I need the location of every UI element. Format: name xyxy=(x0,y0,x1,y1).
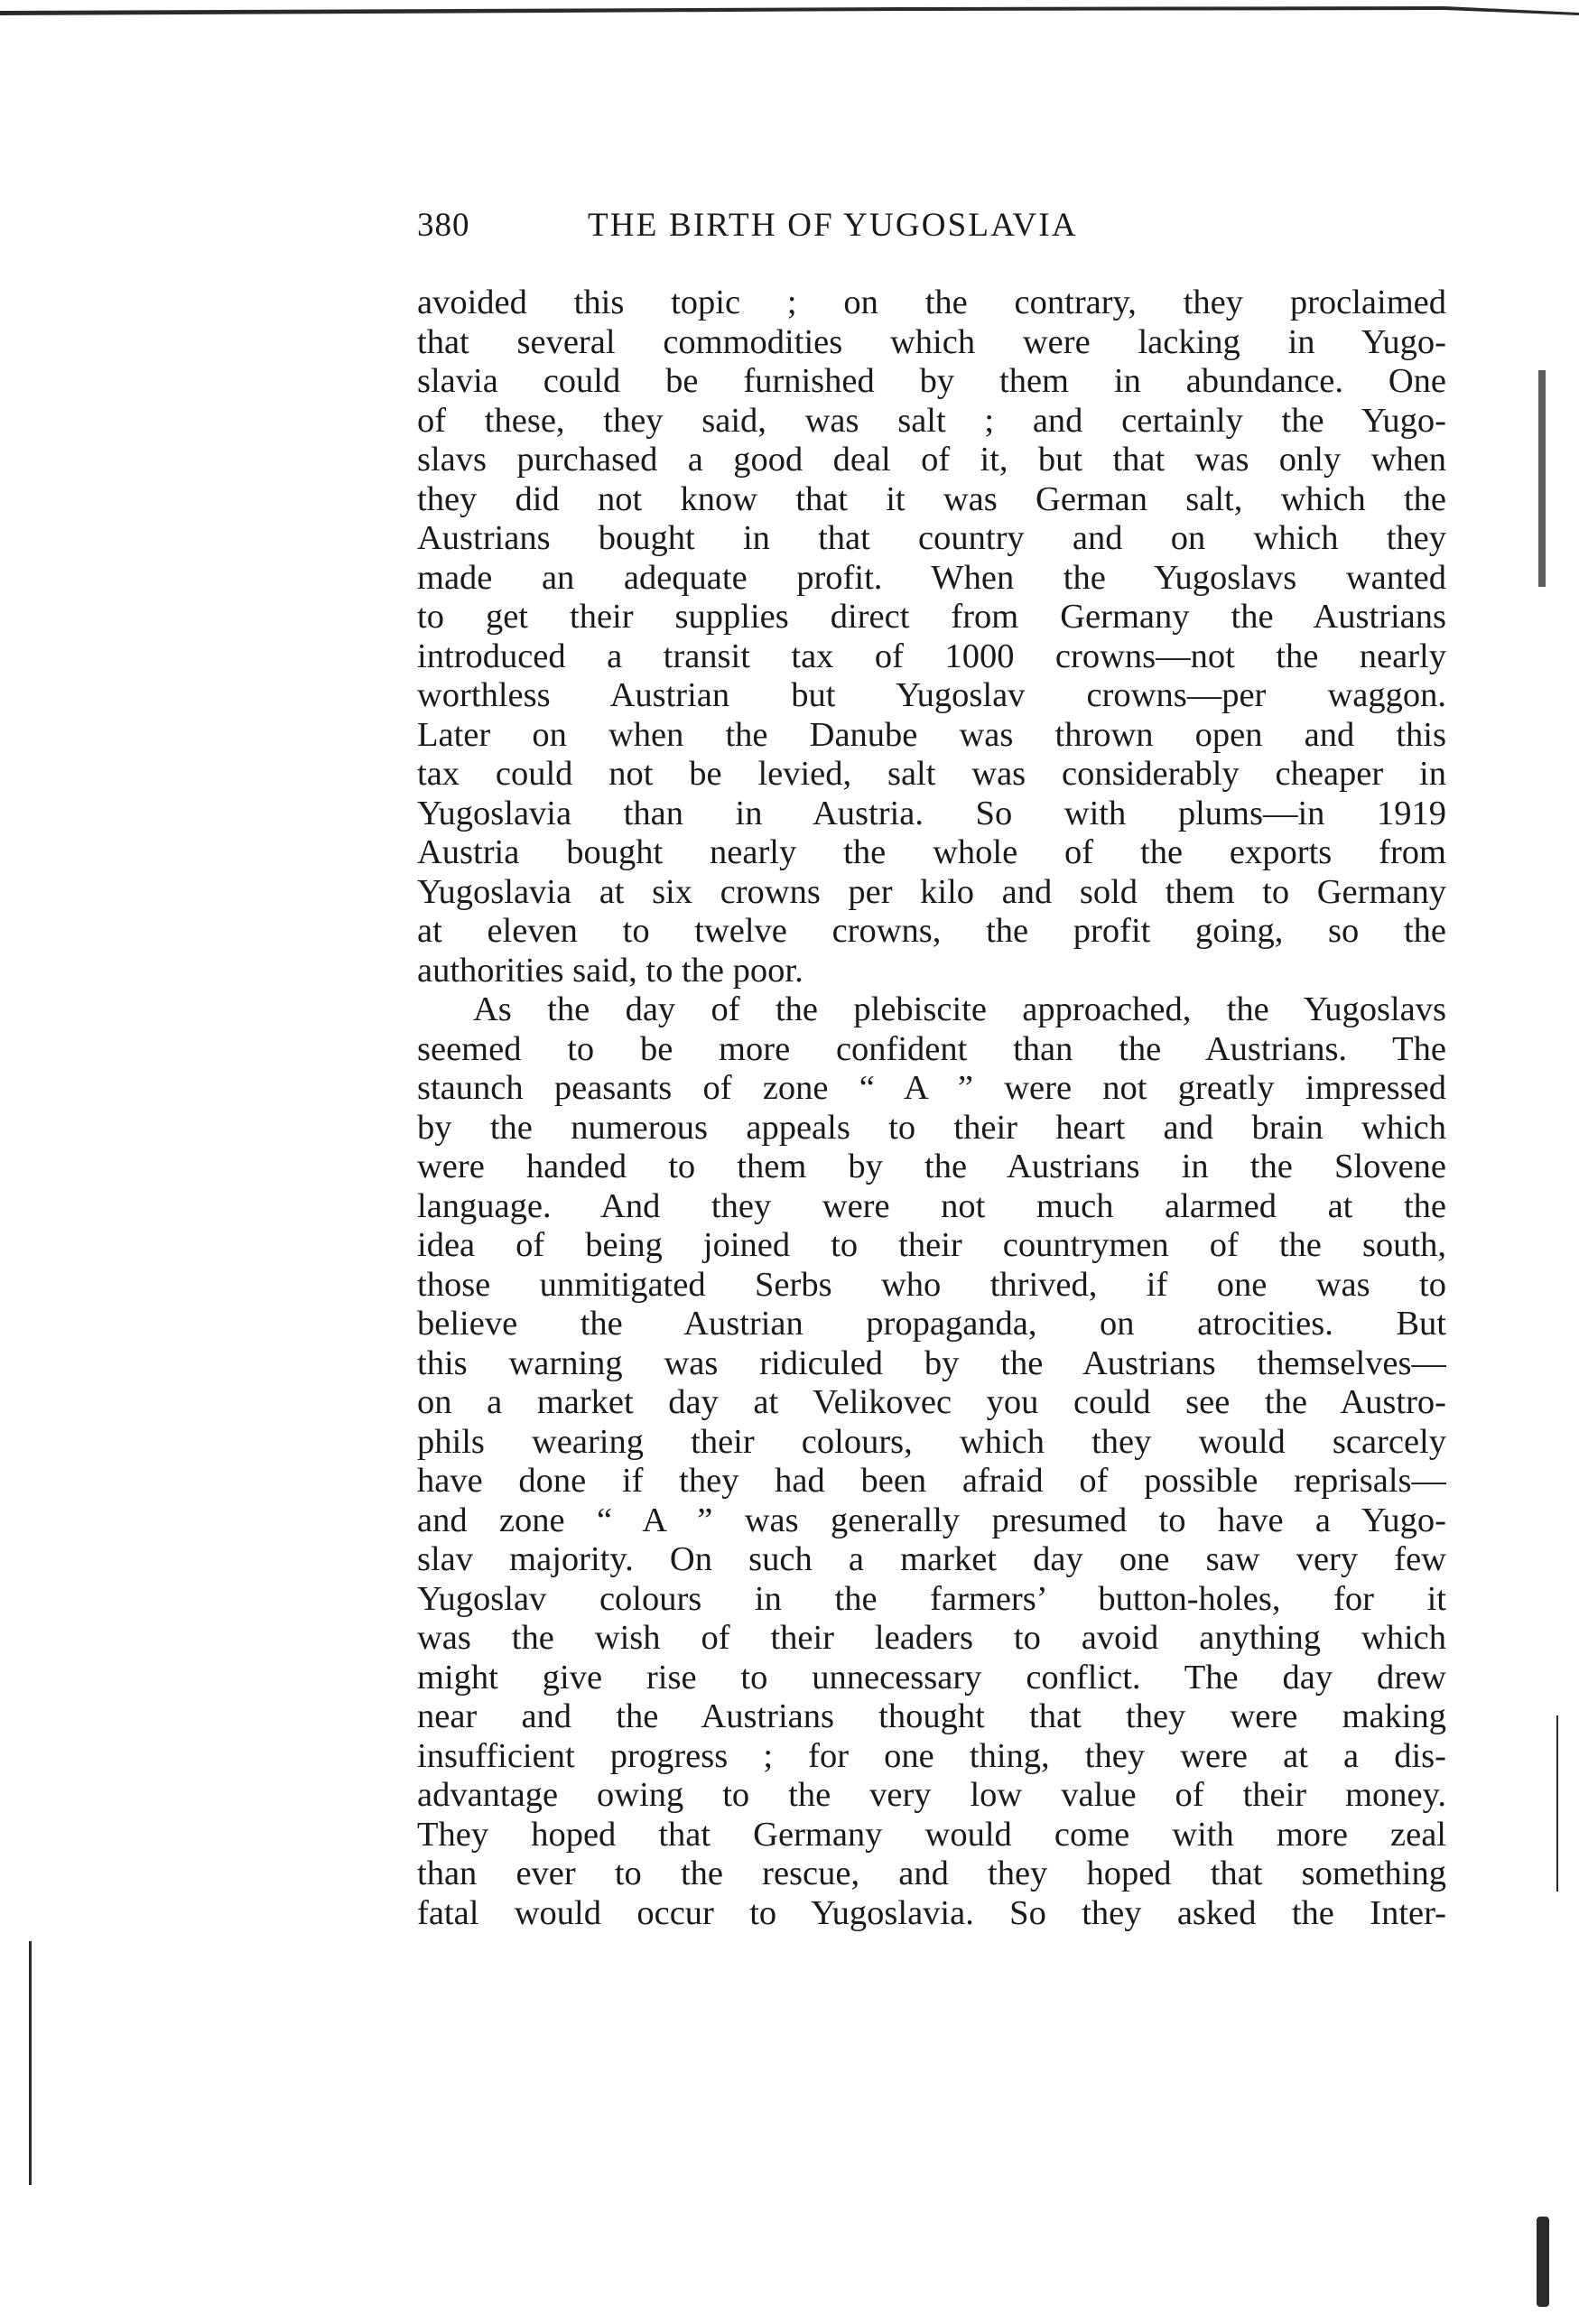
text-line: have done if they had been afraid of possible reprisals— xyxy=(417,1462,1446,1500)
text-line: and zone “ A ” was generally presumed to have a Yugo- xyxy=(417,1501,1446,1539)
text-line: language. And they were not much alarmed at the xyxy=(417,1186,1446,1225)
paragraph xyxy=(417,284,1446,990)
text-line: staunch peasants of zone “ A ” were not greatly impressed xyxy=(417,1069,1446,1107)
paragraph xyxy=(417,990,1446,1933)
page-number: 380 xyxy=(417,207,470,244)
text-line: Austria bought nearly the whole of the exports from xyxy=(417,833,1446,871)
text-line: fatal would occur to Yugoslavia. So they asked the Inter- xyxy=(417,1893,1446,1932)
text-line: near and the Austrians thought that they were making xyxy=(417,1697,1446,1735)
text-line: advantage owing to the very low value of their money. xyxy=(417,1776,1446,1814)
text-line: on a market day at Velikovec you could see the Austro- xyxy=(417,1383,1446,1421)
text-line: seemed to be more confident than the Austrians. The xyxy=(417,1029,1446,1068)
body-text xyxy=(417,284,1446,1933)
scan-margin-mark-right-lower xyxy=(1556,1715,1558,1892)
running-title: THE BIRTH OF YUGOSLAVIA xyxy=(588,207,1078,244)
text-line: introduced a transit tax of 1000 crowns—not the nearly xyxy=(417,637,1446,675)
text-line: was the wish of their leaders to avoid anything which xyxy=(417,1619,1446,1657)
text-line: phils wearing their colours, which they would scarcely xyxy=(417,1422,1446,1461)
text-line: insufficient progress ; for one thing, they were at a dis- xyxy=(417,1736,1446,1775)
text-line: that several commodities which were lacking in Yugo- xyxy=(417,322,1446,361)
text-line: they did not know that it was German salt, which the xyxy=(417,479,1446,518)
text-line: than ever to the rescue, and they hoped that something xyxy=(417,1855,1446,1892)
text-line: Yugoslavia at six crowns per kilo and sold them to Germany xyxy=(417,872,1446,911)
text-line: tax could not be levied, salt was considerably cheaper in xyxy=(417,755,1446,793)
scan-margin-mark-right-bottom xyxy=(1537,2217,1549,2307)
text-line: believe the Austrian propaganda, on atrocities. But xyxy=(417,1305,1446,1343)
text-line: slavs purchased a good deal of it, but that was only when xyxy=(417,441,1446,479)
text-line: were handed to them by the Austrians in the Slovene xyxy=(417,1148,1446,1185)
text-line: As the day of the plebiscite approached, the Yugoslavs xyxy=(473,990,1446,1028)
running-head xyxy=(417,206,1446,249)
text-line: Yugoslav colours in the farmers’ button-holes, for it xyxy=(417,1579,1446,1618)
text-line: made an adequate profit. When the Yugoslavs wanted xyxy=(417,558,1446,597)
scan-margin-mark-left-bottom xyxy=(29,1941,32,2185)
text-line: slav majority. On such a market day one saw very few xyxy=(417,1540,1446,1578)
text-line: those unmitigated Serbs who thrived, if one was to xyxy=(417,1265,1446,1304)
text-line: Yugoslavia than in Austria. So with plums—in 1919 xyxy=(417,794,1446,832)
text-line: at eleven to twelve crowns, the profit going, so the xyxy=(417,912,1446,950)
text-line: might give rise to unnecessary conflict. The day drew xyxy=(417,1658,1446,1697)
text-line: Austrians bought in that country and on which they xyxy=(417,519,1446,557)
text-line: authorities said, to the poor. xyxy=(417,951,803,990)
text-line: this warning was ridiculed by the Austrians themselves— xyxy=(417,1343,1446,1382)
text-line: worthless Austrian but Yugoslav crowns—per waggon. xyxy=(417,676,1446,714)
text-line: Later on when the Danube was thrown open and this xyxy=(417,715,1446,754)
scan-edge-rule xyxy=(0,4,1579,16)
text-line: slavia could be furnished by them in abundance. One xyxy=(417,362,1446,400)
text-line: of these, they said, was salt ; and certainly the Yugo- xyxy=(417,401,1446,440)
text-line: to get their supplies direct from Germany the Austrians xyxy=(417,598,1446,636)
text-line: by the numerous appeals to their heart and brain which xyxy=(417,1108,1446,1147)
scan-margin-mark-right-top xyxy=(1538,370,1546,587)
text-line: They hoped that Germany would come with more zeal xyxy=(417,1815,1446,1854)
text-line: avoided this topic ; on the contrary, they proclaimed xyxy=(417,284,1446,321)
text-line: idea of being joined to their countrymen of the south, xyxy=(417,1226,1446,1264)
